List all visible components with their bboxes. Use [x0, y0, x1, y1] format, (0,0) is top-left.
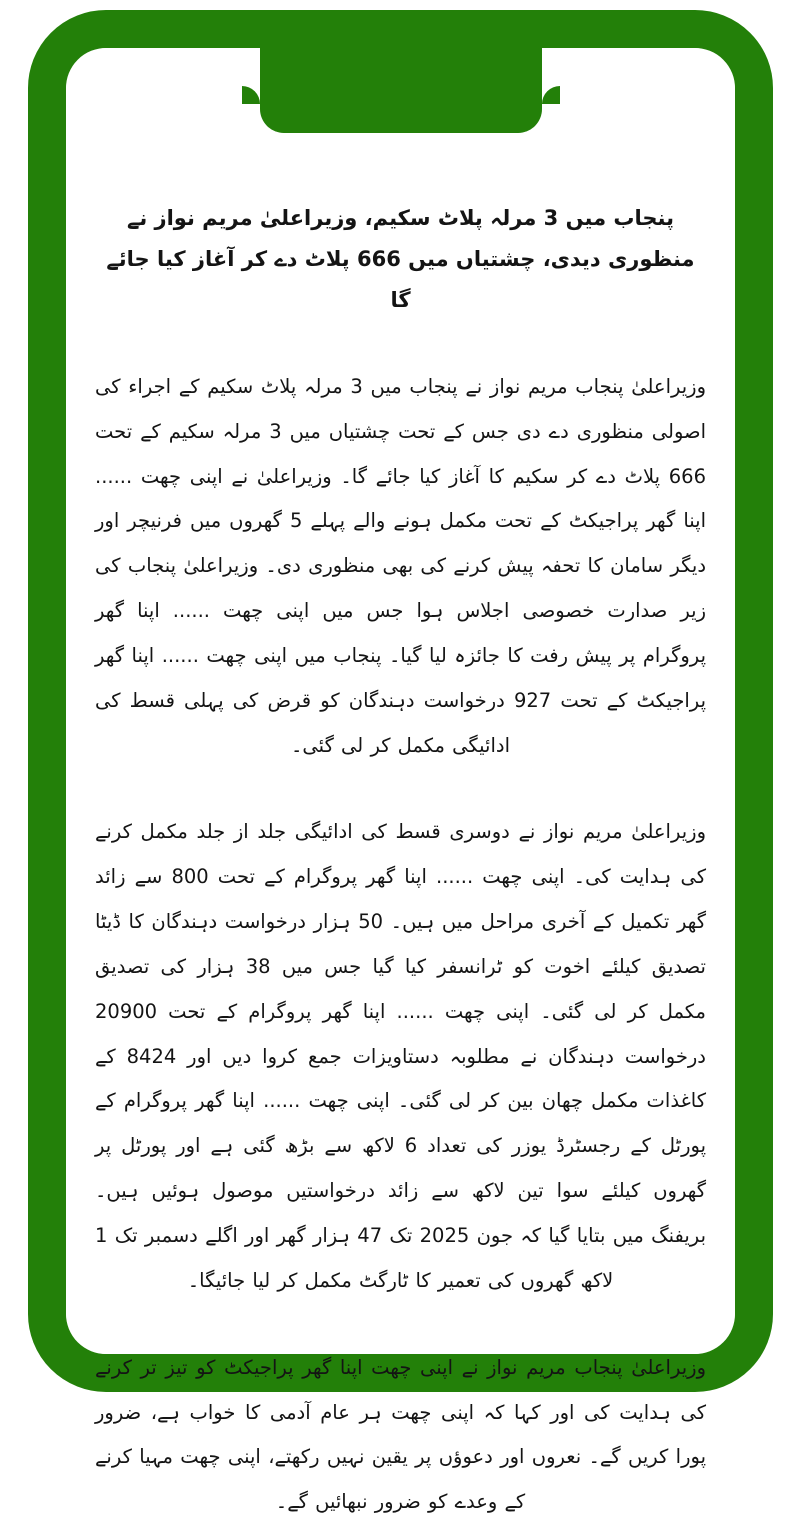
article-headline: پنجاب میں 3 مرلہ پلاٹ سکیم، وزیراعلیٰ مریم نواز نے منظوری دیدی، چشتیاں میں 666 پلاٹ دے کر آغاز کیا جائے گا — [106, 206, 695, 312]
camera-notch — [260, 10, 542, 133]
news-article — [66, 48, 735, 1514]
article-paragraph-1: وزیراعلیٰ پنجاب مریم نواز نے پنجاب میں 3 مرلہ پلاٹ سکیم کے اجراء کی اصولی منظوری دے دی جس کے تحت چشتیاں میں 3 مرلہ سکیم کے تحت 666 پلاٹ دے کر سکیم کا آغاز کیا جائے گا۔ وزیراعلیٰ نے اپنی چھت ...... اپنا گھر پراجیکٹ کے تحت مکمل ہونے والے پہلے 5 گھروں میں فرنیچر اور دیگر سامان کا تحفہ پیش کرنے کی بھی منظوری دی۔ وزیراعلیٰ پنجاب کی زیر صدارت خصوصی اجلاس ہوا جس میں اپنی چھت ...... اپنا گھر پروگرام پر پیش رفت کا جائزہ لیا گیا۔ پنجاب میں اپنی چھت ...... اپنا گھر پراجیکٹ کے تحت 927 درخواست دہندگان کو قرض کی پہلی قسط کی ادائیگی مکمل کر لی گئی۔ — [95, 374, 707, 757]
article-paragraph-3: وزیراعلیٰ پنجاب مریم نواز نے اپنی چھت اپنا گھر پراجیکٹ کو تیز تر کرنے کی ہدایت کی اور کہا کہ اپنی چھت ہر عام آدمی کا خواب ہے، ضرور پورا کریں گے۔ نعروں اور دعوؤں پر یقین نہیں رکھتے، اپنی چھت مہیا کرنے کے وعدے کو ضرور نبھائیں گے۔ — [95, 1355, 706, 1514]
article-paragraph-2: وزیراعلیٰ مریم نواز نے دوسری قسط کی ادائیگی جلد از جلد مکمل کرنے کی ہدایت کی۔ اپنی چھت ...... اپنا گھر پروگرام کے تحت 800 سے زائد گھر تکمیل کے آخری مراحل میں ہیں۔ 50 ہزار درخواست دہندگان کا ڈیٹا تصدیق کیلئے اخوت کو ٹرانسفر کیا گیا جس میں 38 ہزار کی تصدیق مکمل کر لی گئی۔ اپنی چھت ...... اپنا گھر پروگرام کے تحت 20900 درخواست دہندگان نے مطلوبہ دستاویزات جمع کروا دیں اور 8424 کے کاغذات مکمل چھان بین کر لی گئی۔ اپنی چھت ...... اپنا گھر پروگرام کے پورٹل کے رجسٹرڈ یوزر کی تعداد 6 لاکھ سے بڑھ گئی ہے اور پورٹل پر گھروں کیلئے سوا تین لاکھ سے زائد درخواستیں موصول ہوئیں ہیں۔ بریفنگ میں بتایا گیا کہ جون 2025 تک 47 ہزار گھر اور اگلے دسمبر تک 1 لاکھ گھروں کی تعمیر کا ٹارگٹ مکمل کر لیا جائیگا۔ — [95, 820, 707, 1292]
phone-mockup-frame — [28, 10, 773, 1514]
phone-screen — [66, 48, 735, 1514]
